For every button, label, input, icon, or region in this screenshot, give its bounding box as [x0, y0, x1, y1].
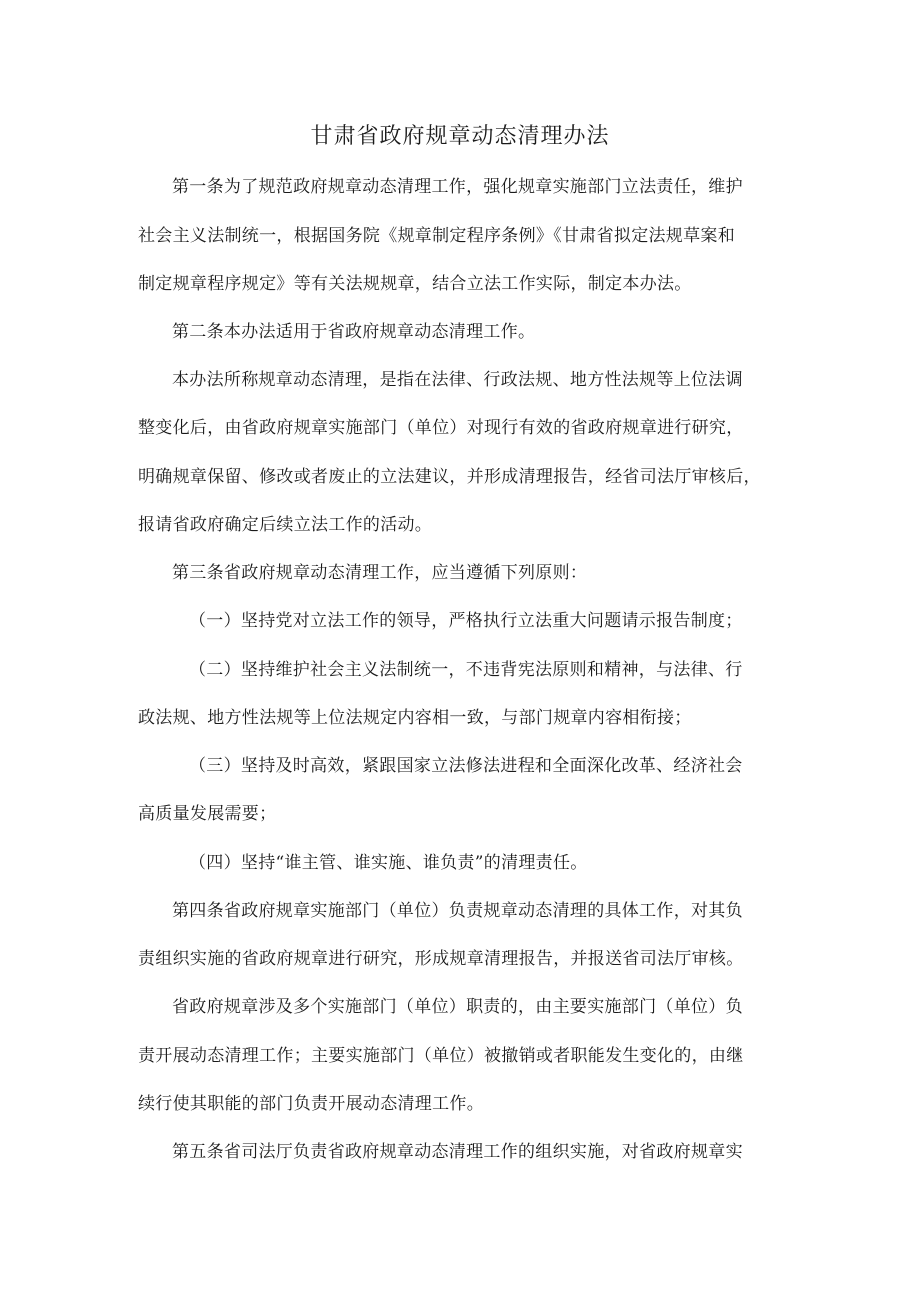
article-3-line-1: 第三条省政府规章动态清理工作，应当遵循下列原则：: [172, 563, 588, 583]
principle-3-line-2: 高质量发展需要；: [138, 804, 277, 824]
article-5-line-1: 第五条省司法厅负责省政府规章动态清理工作的组织实施，对省政府规章实: [172, 1142, 743, 1162]
article-4-line-2: 责组织实施的省政府规章进行研究，形成规章清理报告，并报送省司法厅审核。: [138, 949, 744, 969]
article-4-para-2-line-3: 续行使其职能的部门负责开展动态清理工作。: [138, 1094, 484, 1114]
principle-4-line-1: （四）坚持“谁主管、谁实施、谁负责”的清理责任。: [189, 853, 588, 873]
article-2-para-2-line-3: 明确规章保留、修改或者废止的立法建议，并形成清理报告，经省司法厅审核后，: [138, 467, 761, 487]
article-2-line-1: 第二条本办法适用于省政府规章动态清理工作。: [172, 322, 536, 342]
article-2-para-2-line-1: 本办法所称规章动态清理，是指在法律、行政法规、地方性法规等上位法调: [172, 370, 743, 390]
article-2-para-2-line-4: 报请省政府确定后续立法工作的活动。: [138, 515, 433, 535]
principle-2-line-2: 政法规、地方性法规等上位法规定内容相一致，与部门规章内容相衔接；: [138, 708, 692, 728]
principle-1-line-1: （一）坚持党对立法工作的领导，严格执行立法重大问题请示报告制度；: [189, 611, 743, 631]
principle-3-line-1: （三）坚持及时高效，紧跟国家立法修法进程和全面深化改革、经济社会: [189, 756, 743, 776]
article-4-para-2-line-2: 责开展动态清理工作；主要实施部门（单位）被撤销或者职能发生变化的，由继: [138, 1046, 744, 1066]
article-1-line-3: 制定规章程序规定》等有关法规规章，结合立法工作实际，制定本办法。: [138, 274, 692, 294]
article-4-para-2-line-1: 省政府规章涉及多个实施部门（单位）职责的，由主要实施部门（单位）负: [172, 997, 743, 1017]
document-title: 甘肃省政府规章动态清理办法: [310, 124, 610, 149]
article-1-line-1: 第一条为了规范政府规章动态清理工作，强化规章实施部门立法责任，维护: [172, 177, 743, 197]
article-2-para-2-line-2: 整变化后，由省政府规章实施部门（单位）对现行有效的省政府规章进行研究，: [138, 418, 744, 438]
principle-2-line-1: （二）坚持维护社会主义法制统一，不违背宪法原则和精神，与法律、行: [189, 660, 743, 680]
article-1-line-2: 社会主义法制统一，根据国务院《规章制定程序条例》《甘肃省拟定法规草案和: [138, 226, 735, 246]
article-4-line-1: 第四条省政府规章实施部门（单位）负责规章动态清理的具体工作，对其负: [172, 901, 743, 921]
